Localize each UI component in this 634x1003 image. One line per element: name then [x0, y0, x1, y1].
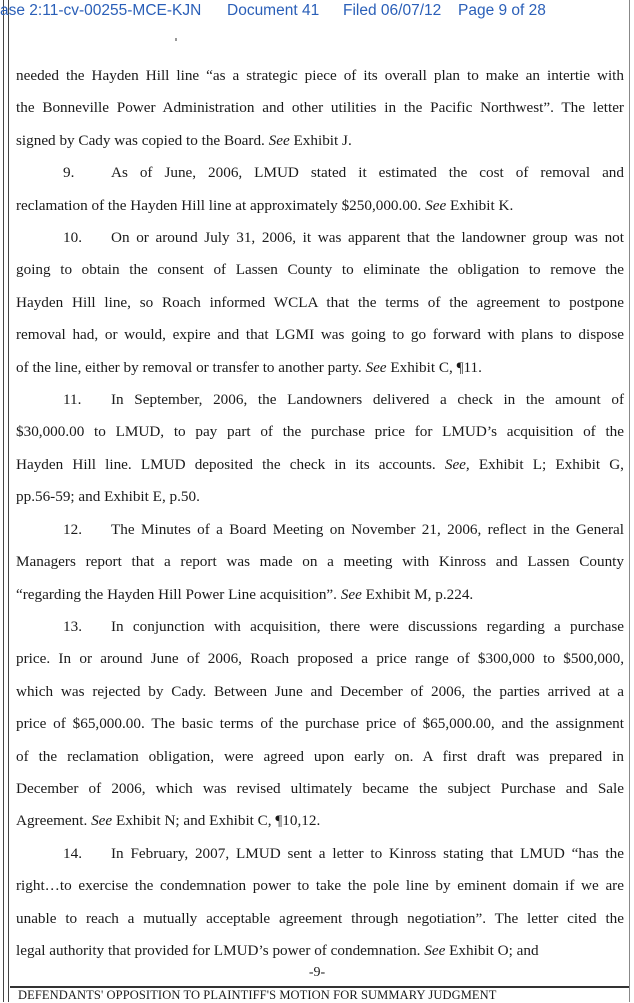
page-number: -9- — [308, 965, 326, 980]
paragraph-number: 14. — [63, 844, 82, 862]
text-line: Hayden Hill line. LMUD deposited the check in its accounts. See, Exhibit L; Exhibit G, — [16, 455, 624, 473]
paragraph-number: 11. — [63, 391, 82, 409]
paragraph-number: 13. — [63, 617, 82, 635]
filed-date: Filed 06/07/12 — [343, 2, 442, 19]
text-line: the Bonneville Power Administration and other utilities in the Pacific Northwest”. The letter — [16, 99, 624, 117]
text-line: unable to reach a mutually acceptable agreement through negotiation”. The letter cited the — [16, 909, 624, 927]
scan-speck — [175, 38, 177, 41]
text-line: signed by Cady was copied to the Board. See Exhibit J. — [16, 131, 352, 149]
text-line: right…to exercise the condemnation power to take the pole line by eminent domain if we are — [16, 877, 624, 895]
text-line: $30,000.00 to LMUD, to pay part of the purchase price for LMUD’s acquisition of the — [16, 423, 624, 441]
text-line: Agreement. See Exhibit N; and Exhibit C, ¶10,12. — [16, 812, 321, 830]
page-indicator: Page 9 of 28 — [458, 2, 546, 19]
footer-caption: DEFENDANTS' OPPOSITION TO PLAINTIFF'S MOTION FOR SUMMARY JUDGMENT — [18, 988, 497, 1002]
numbered-paragraph — [16, 611, 624, 838]
filing-header — [0, 0, 634, 22]
numbered-paragraph — [16, 838, 624, 968]
numbered-paragraph — [16, 157, 624, 222]
text-line: reclamation of the Hayden Hill line at approximately $250,000.00. See Exhibit K. — [16, 196, 514, 214]
text-line: going to obtain the consent of Lassen County to eliminate the obligation to remove the — [16, 261, 624, 279]
text-line: 10. On or around July 31, 2006, it was apparent that the landowner group was not — [16, 222, 624, 254]
text-line: price. In or around June of 2006, Roach proposed a price range of $300,000 to $500,000, — [16, 650, 624, 668]
document-number: Document 41 — [227, 2, 320, 19]
text-line: of the reclamation obligation, were agreed upon early on. A first draft was prepared in — [16, 747, 624, 765]
right-margin-rule — [629, 0, 630, 1002]
text-line: legal authority that provided for LMUD’s power of condemnation. See Exhibit O; and — [16, 941, 539, 959]
text-line: needed the Hayden Hill line “as a strategic piece of its overall plan to make an intertie with — [16, 67, 624, 84]
text-line: 14. In February, 2007, LMUD sent a letter to Kinross stating that LMUD “has the — [16, 838, 624, 870]
numbered-paragraph — [16, 514, 624, 611]
paragraph-number: 9. — [63, 164, 75, 182]
left-margin-rule — [3, 0, 4, 1002]
text-line: of the line, either by removal or transfer to another party. See Exhibit C, ¶11. — [16, 358, 482, 376]
text-line: which was rejected by Cady. Between June and December of 2006, the parties arrived at a — [16, 682, 624, 700]
paragraph-number: 12. — [63, 520, 82, 538]
left-margin-rule-inner — [8, 0, 9, 1002]
text-line: Hayden Hill line, so Roach informed WCLA that the terms of the agreement to postpone — [16, 293, 624, 311]
text-line: price of $65,000.00. The basic terms of the purchase price of $65,000.00, and the assignment — [16, 715, 624, 733]
text-line: pp.56-59; and Exhibit E, p.50. — [16, 488, 200, 506]
text-line: “regarding the Hayden Hill Power Line acquisition”. See Exhibit M, p.224. — [16, 585, 474, 603]
text-line: Managers report that a report was made on a meeting with Kinross and Lassen County — [16, 553, 624, 571]
document-body — [16, 60, 624, 967]
text-line: 11. In September, 2006, the Landowners delivered a check in the amount of — [16, 384, 624, 416]
text-line: 12. The Minutes of a Board Meeting on November 21, 2006, reflect in the General — [16, 514, 624, 546]
paragraph — [16, 60, 624, 157]
paragraph-number: 10. — [63, 229, 82, 247]
text-line: removal had, or would, expire and that LGMI was going to go forward with plans to dispose — [16, 326, 624, 344]
numbered-paragraph — [16, 222, 624, 384]
text-line: 13. In conjunction with acquisition, there were discussions regarding a purchase — [16, 611, 624, 643]
case-number: ase 2:11-cv-00255-MCE-KJN — [0, 2, 202, 19]
text-line: December of 2006, which was revised ultimately became the subject Purchase and Sale — [16, 779, 624, 797]
numbered-paragraph — [16, 384, 624, 514]
text-line: 9. As of June, 2006, LMUD stated it estimated the cost of removal and — [16, 157, 624, 189]
